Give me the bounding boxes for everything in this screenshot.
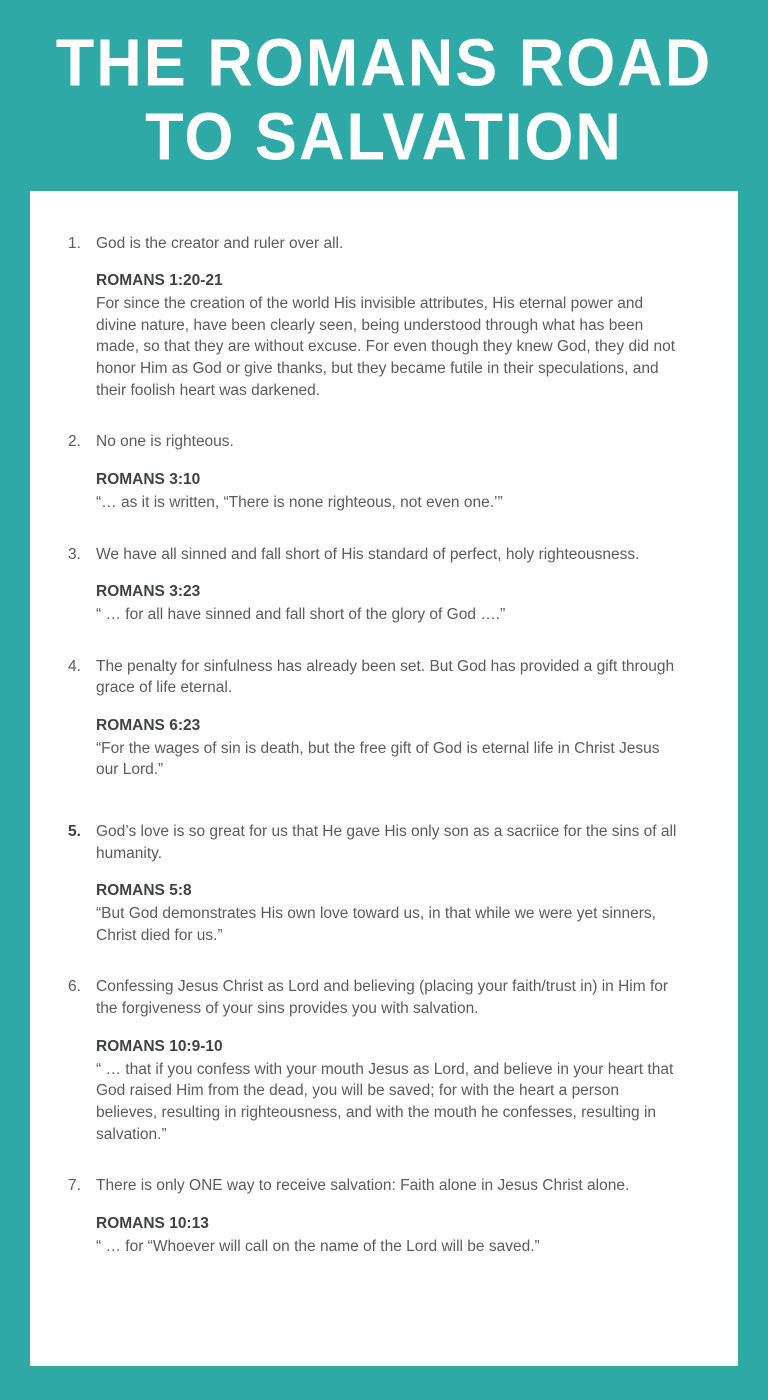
item-statement-row: [68, 976, 678, 1019]
item-statement: The penalty for sinfulness has already been set. But God has provided a gift through grace of life eternal.: [96, 657, 675, 697]
item-statement: We have all sinned and fall short of His standard of perfect, holy righteousness.: [96, 545, 640, 563]
scripture-verse: “For the wages of sin is death, but the free gift of God is eternal life in Christ Jesus our Lord.”: [96, 739, 660, 779]
scripture-verse: “ … for all have sinned and fall short of the glory of God ….”: [96, 605, 506, 623]
list-item-1: [68, 233, 678, 402]
scripture-block: [96, 880, 678, 946]
scripture-verse: “… as it is written, “There is none righteous, not even one.’”: [96, 493, 503, 511]
scripture-verse: For since the creation of the world His invisible attributes, His eternal power and divine nature, have been clearly seen, being understood through what has been made, so that they are without excuse. For even though they knew God, they did not honor Him as God or give thanks, but they became futile in their speculations, and their foolish heart was darkened.: [96, 295, 676, 399]
list-item-7: [68, 1175, 678, 1257]
item-statement-row: [68, 821, 678, 864]
item-number: 2.: [68, 433, 81, 451]
item-statement: There is only ONE way to receive salvation: Faith alone in Jesus Christ alone.: [96, 1177, 630, 1195]
scripture-block: [96, 1036, 678, 1145]
item-statement-row: [68, 544, 678, 566]
item-number: 4.: [68, 657, 81, 675]
item-statement: God’s love is so great for us that He gave His only son as a sacriice for the sins of all humanity.: [96, 823, 677, 862]
scripture-block: [96, 1213, 678, 1257]
scripture-block: [96, 469, 678, 513]
page-title: [0, 0, 768, 191]
list-item-5: [68, 821, 678, 946]
scripture-verse: “ … for “Whoever will call on the name of the Lord will be saved.”: [96, 1237, 540, 1255]
item-number: 5.: [68, 823, 81, 841]
scripture-reference: ROMANS 1:20-21: [96, 272, 223, 290]
item-number: 7.: [68, 1177, 81, 1195]
scripture-block: [96, 270, 678, 401]
item-statement-row: [68, 233, 678, 255]
scripture-reference: ROMANS 10:13: [96, 1214, 209, 1232]
item-statement: God is the creator and ruler over all.: [96, 234, 344, 252]
list-item-2: [68, 431, 678, 513]
title-line-2: TO SALVATION: [145, 100, 623, 175]
scripture-reference: ROMANS 10:9-10: [96, 1037, 223, 1055]
item-statement-row: [68, 656, 678, 699]
scripture-reference: ROMANS 3:10: [96, 471, 201, 489]
item-statement: No one is righteous.: [96, 433, 234, 451]
item-number: 6.: [68, 978, 81, 996]
scripture-reference: ROMANS 5:8: [96, 882, 192, 900]
item-number: 1.: [68, 234, 81, 252]
title-line-1: THE ROMANS ROAD: [55, 26, 713, 101]
item-number: 3.: [68, 545, 81, 563]
list-item-4: [68, 656, 678, 781]
scripture-verse: “But God demonstrates His own love toward us, in that while we were yet sinners, Christ died for us.”: [96, 905, 656, 944]
list-item-6: [68, 976, 678, 1145]
scripture-verse: “ … that if you confess with your mouth Jesus as Lord, and believe in your heart that God raised Him from the dead, you will be saved; for with the heart a person believes, resulting in righteousness, and with the mouth he confesses, resulting in salvation.”: [96, 1060, 674, 1143]
item-statement: Confessing Jesus Christ as Lord and believing (placing your faith/trust in) in Him for the forgiveness of your sins provides you with salvation.: [96, 978, 669, 1018]
scripture-block: [96, 715, 678, 781]
content-card: [30, 191, 738, 1366]
scripture-reference: ROMANS 3:23: [96, 583, 201, 601]
item-statement-row: [68, 431, 678, 453]
list-item-3: [68, 544, 678, 626]
scripture-block: [96, 581, 678, 625]
item-statement-row: [68, 1175, 678, 1197]
scripture-reference: ROMANS 6:23: [96, 716, 201, 734]
